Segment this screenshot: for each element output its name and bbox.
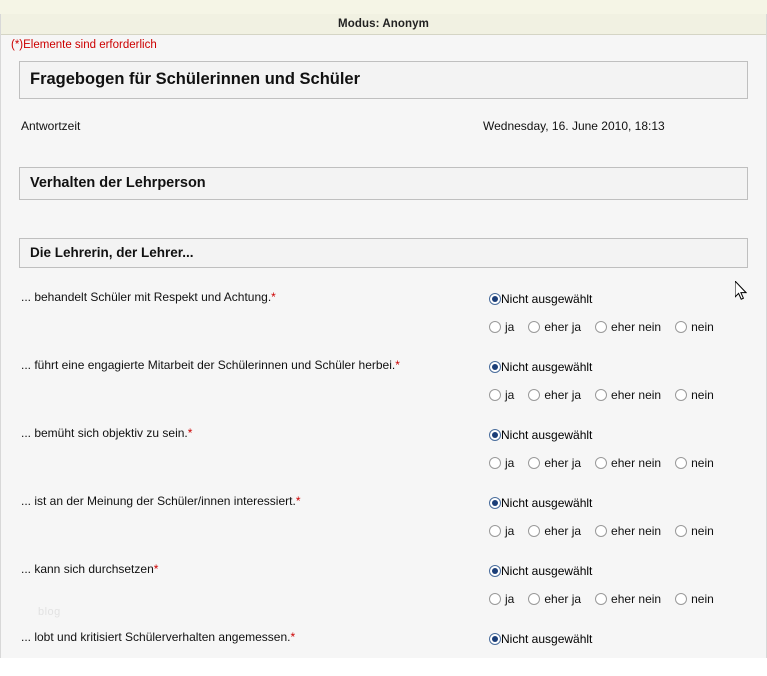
radio-icon[interactable] xyxy=(489,633,501,645)
radio-icon[interactable] xyxy=(528,593,540,605)
question-block xyxy=(19,404,748,472)
option-label: eher nein xyxy=(611,456,662,470)
option-label: eher ja xyxy=(544,592,582,606)
answer-time-value: Wednesday, 16. June 2010, 18:13 xyxy=(483,119,665,133)
option-label: eher nein xyxy=(611,388,662,402)
question-options xyxy=(489,358,748,404)
option-label: Nicht ausgewählt xyxy=(501,496,593,510)
radio-icon[interactable] xyxy=(489,497,501,509)
radio-icon[interactable] xyxy=(489,429,501,441)
radio-icon[interactable] xyxy=(489,565,501,577)
question-label: ... behandelt Schüler mit Respekt und Achtung. xyxy=(21,290,272,304)
answer-time-label: Antwortzeit xyxy=(21,119,81,133)
option-label: ja xyxy=(505,320,515,334)
question-text xyxy=(21,494,451,508)
radio-icon[interactable] xyxy=(675,525,687,537)
watermark-text: blog xyxy=(38,606,61,618)
subsection-heading-teacher: Die Lehrerin, der Lehrer... xyxy=(19,238,748,268)
required-asterisk: * xyxy=(295,494,301,508)
option-label: Nicht ausgewählt xyxy=(501,428,593,442)
option-label: nein xyxy=(691,388,714,402)
option-ja[interactable] xyxy=(489,320,514,334)
option-ja[interactable] xyxy=(489,388,514,402)
option-not-selected[interactable] xyxy=(489,630,748,648)
option-label: eher nein xyxy=(611,320,662,334)
question-text xyxy=(21,630,451,644)
option-eher-nein[interactable] xyxy=(595,388,661,402)
radio-icon[interactable] xyxy=(528,457,540,469)
option-eher-nein[interactable] xyxy=(595,524,661,538)
question-label: ... bemüht sich objektiv zu sein. xyxy=(21,426,188,440)
question-text xyxy=(21,290,451,304)
option-label: eher ja xyxy=(544,524,582,538)
form-title: Fragebogen für Schülerinnen und Schüler xyxy=(19,61,748,99)
radio-icon[interactable] xyxy=(675,457,687,469)
option-ja[interactable] xyxy=(489,592,514,606)
option-label: Nicht ausgewählt xyxy=(501,292,593,306)
required-asterisk: * xyxy=(290,630,296,644)
required-fields-note: (*)Elemente sind erforderlich xyxy=(11,39,157,51)
option-nein[interactable] xyxy=(675,320,714,334)
radio-icon[interactable] xyxy=(528,389,540,401)
section-heading-behaviour: Verhalten der Lehrperson xyxy=(19,167,748,200)
radio-icon[interactable] xyxy=(595,389,607,401)
option-ja[interactable] xyxy=(489,524,514,538)
radio-icon[interactable] xyxy=(489,293,501,305)
radio-icon[interactable] xyxy=(489,593,501,605)
top-strip xyxy=(0,0,767,15)
question-block xyxy=(19,608,748,676)
question-text xyxy=(21,358,451,372)
option-nein[interactable] xyxy=(675,524,714,538)
question-options xyxy=(489,630,748,648)
question-text xyxy=(21,426,451,440)
question-options xyxy=(489,426,748,472)
option-label: Nicht ausgewählt xyxy=(501,564,593,578)
question-options xyxy=(489,290,748,336)
question-block xyxy=(19,540,748,608)
option-eher-ja[interactable] xyxy=(528,592,581,606)
radio-icon[interactable] xyxy=(489,525,501,537)
required-asterisk: * xyxy=(395,358,400,372)
question-block xyxy=(19,472,748,540)
question-text xyxy=(21,562,451,576)
answer-time-row xyxy=(19,117,748,139)
option-label: Nicht ausgewählt xyxy=(501,360,593,374)
option-eher-ja[interactable] xyxy=(528,524,581,538)
option-label: eher ja xyxy=(544,388,582,402)
option-row xyxy=(489,590,748,608)
option-not-selected[interactable] xyxy=(489,426,748,444)
option-row xyxy=(489,318,748,336)
question-label: ... ist an der Meinung der Schüler/innen interessiert. xyxy=(21,494,296,508)
option-label: eher ja xyxy=(544,456,582,470)
option-not-selected[interactable] xyxy=(489,562,748,580)
option-nein[interactable] xyxy=(675,592,714,606)
option-nein[interactable] xyxy=(675,456,714,470)
option-label: ja xyxy=(505,388,515,402)
option-label: eher ja xyxy=(544,320,582,334)
option-ja[interactable] xyxy=(489,456,514,470)
option-eher-nein[interactable] xyxy=(595,592,661,606)
option-label: nein xyxy=(691,456,714,470)
question-options xyxy=(489,494,748,540)
option-not-selected[interactable] xyxy=(489,290,748,308)
option-eher-ja[interactable] xyxy=(528,320,581,334)
content-frame xyxy=(0,14,767,658)
question-label: ... führt eine engagierte Mitarbeit der Schülerinnen und Schüler herbei. xyxy=(21,358,396,372)
option-label: ja xyxy=(505,524,515,538)
question-options xyxy=(489,562,748,608)
option-eher-nein[interactable] xyxy=(595,320,661,334)
option-row xyxy=(489,386,748,404)
option-row xyxy=(489,454,748,472)
question-block xyxy=(19,268,748,336)
radio-icon[interactable] xyxy=(489,457,501,469)
question-label: ... kann sich durchsetzen xyxy=(21,562,154,576)
required-asterisk: * xyxy=(187,426,193,440)
radio-icon[interactable] xyxy=(675,321,687,333)
radio-icon[interactable] xyxy=(675,389,687,401)
option-not-selected[interactable] xyxy=(489,358,748,376)
option-label: nein xyxy=(691,592,714,606)
option-row xyxy=(489,522,748,540)
radio-icon[interactable] xyxy=(528,321,540,333)
option-label: nein xyxy=(691,320,714,334)
option-nein[interactable] xyxy=(675,388,714,402)
option-eher-ja[interactable] xyxy=(528,456,581,470)
question-block xyxy=(19,336,748,404)
required-asterisk: * xyxy=(153,562,159,576)
option-eher-nein[interactable] xyxy=(595,456,661,470)
radio-icon[interactable] xyxy=(595,593,607,605)
required-asterisk: * xyxy=(271,290,276,304)
option-label: eher nein xyxy=(611,524,662,538)
radio-icon[interactable] xyxy=(489,389,501,401)
option-eher-ja[interactable] xyxy=(528,388,581,402)
radio-icon[interactable] xyxy=(595,525,607,537)
option-label: ja xyxy=(505,592,515,606)
mode-bar: Modus: Anonym xyxy=(1,14,766,35)
radio-icon[interactable] xyxy=(489,321,501,333)
option-label: eher nein xyxy=(611,592,662,606)
radio-icon[interactable] xyxy=(489,361,501,373)
option-not-selected[interactable] xyxy=(489,494,748,512)
option-label: nein xyxy=(691,524,714,538)
radio-icon[interactable] xyxy=(595,321,607,333)
radio-icon[interactable] xyxy=(595,457,607,469)
option-label: ja xyxy=(505,456,515,470)
radio-icon[interactable] xyxy=(675,593,687,605)
option-label: Nicht ausgewählt xyxy=(501,632,593,646)
radio-icon[interactable] xyxy=(528,525,540,537)
question-label: ... lobt und kritisiert Schülerverhalten angemessen. xyxy=(21,630,291,644)
